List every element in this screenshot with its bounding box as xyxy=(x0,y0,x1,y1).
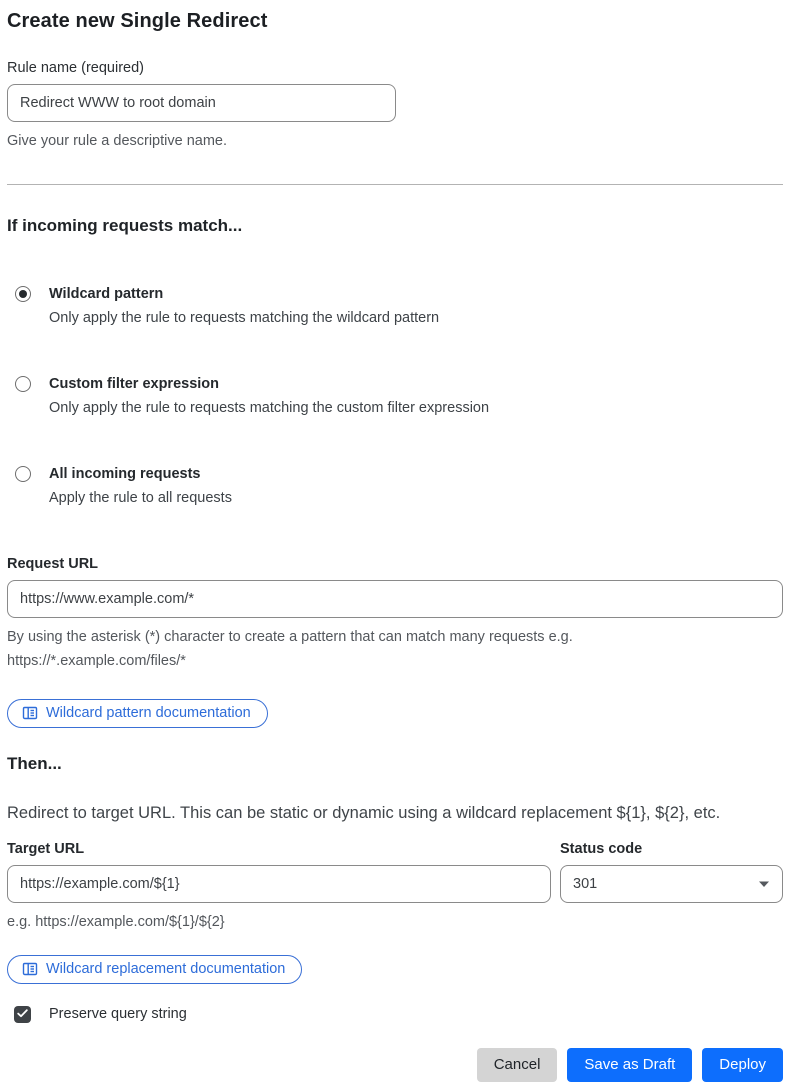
radio-label: Custom filter expression xyxy=(49,376,220,392)
then-section-heading: Then... xyxy=(7,754,62,773)
radio-option-custom-filter[interactable] xyxy=(7,374,783,418)
check-icon xyxy=(17,1005,28,1023)
target-url-input[interactable] xyxy=(7,865,551,903)
wildcard-pattern-docs-button[interactable] xyxy=(7,699,268,728)
radio-button[interactable] xyxy=(15,286,31,302)
target-url-label: Target URL xyxy=(7,840,85,857)
book-icon xyxy=(22,961,38,977)
radio-label: Wildcard pattern xyxy=(49,286,164,302)
doc-button-label: Wildcard pattern documentation xyxy=(46,705,251,721)
preserve-query-string-label: Preserve query string xyxy=(49,1006,187,1022)
deploy-button[interactable]: Deploy xyxy=(702,1048,783,1082)
doc-button-label: Wildcard replacement documentation xyxy=(46,960,286,977)
match-section-heading: If incoming requests match... xyxy=(7,216,243,235)
cancel-button[interactable]: Cancel xyxy=(477,1048,558,1082)
target-row xyxy=(7,841,783,934)
radio-label: All incoming requests xyxy=(49,466,201,482)
chevron-down-icon xyxy=(758,875,770,893)
form-footer xyxy=(7,1048,783,1082)
preserve-query-string-checkbox-row[interactable] xyxy=(7,1006,783,1023)
radio-option-all-requests[interactable] xyxy=(7,464,783,508)
wildcard-replacement-docs-button[interactable] xyxy=(7,955,302,984)
radio-description: Apply the rule to all requests xyxy=(49,490,232,506)
target-url-help: e.g. https://example.com/${1}/${2} xyxy=(7,913,225,930)
rule-name-label: Rule name (required) xyxy=(7,60,145,76)
radio-description: Only apply the rule to requests matching the custom filter expression xyxy=(49,400,490,416)
request-url-help: By using the asterisk (*) character to create a pattern that can match many requests e.g. https://*.example.com/files/* xyxy=(7,629,573,669)
rule-name-help: Give your rule a descriptive name. xyxy=(7,133,228,149)
section-divider xyxy=(7,184,783,185)
status-code-select[interactable] xyxy=(560,865,783,903)
checkbox-checked[interactable] xyxy=(14,1006,31,1023)
rule-name-input[interactable] xyxy=(7,84,396,122)
request-url-label: Request URL xyxy=(7,556,99,572)
radio-description: Only apply the rule to requests matching the wildcard pattern xyxy=(49,310,440,326)
radio-button[interactable] xyxy=(15,466,31,482)
radio-button[interactable] xyxy=(15,376,31,392)
save-as-draft-button[interactable]: Save as Draft xyxy=(567,1048,692,1082)
request-url-input[interactable] xyxy=(7,580,783,618)
radio-option-wildcard-pattern[interactable] xyxy=(7,284,783,328)
status-code-value: 301 xyxy=(573,875,598,892)
page-title: Create new Single Redirect xyxy=(7,10,268,32)
then-description: Redirect to target URL. This can be static or dynamic using a wildcard replacement ${1}, ${2}, etc. xyxy=(7,804,721,822)
match-type-radio-group xyxy=(7,284,783,508)
book-icon xyxy=(22,705,38,721)
status-code-label: Status code xyxy=(560,840,643,857)
